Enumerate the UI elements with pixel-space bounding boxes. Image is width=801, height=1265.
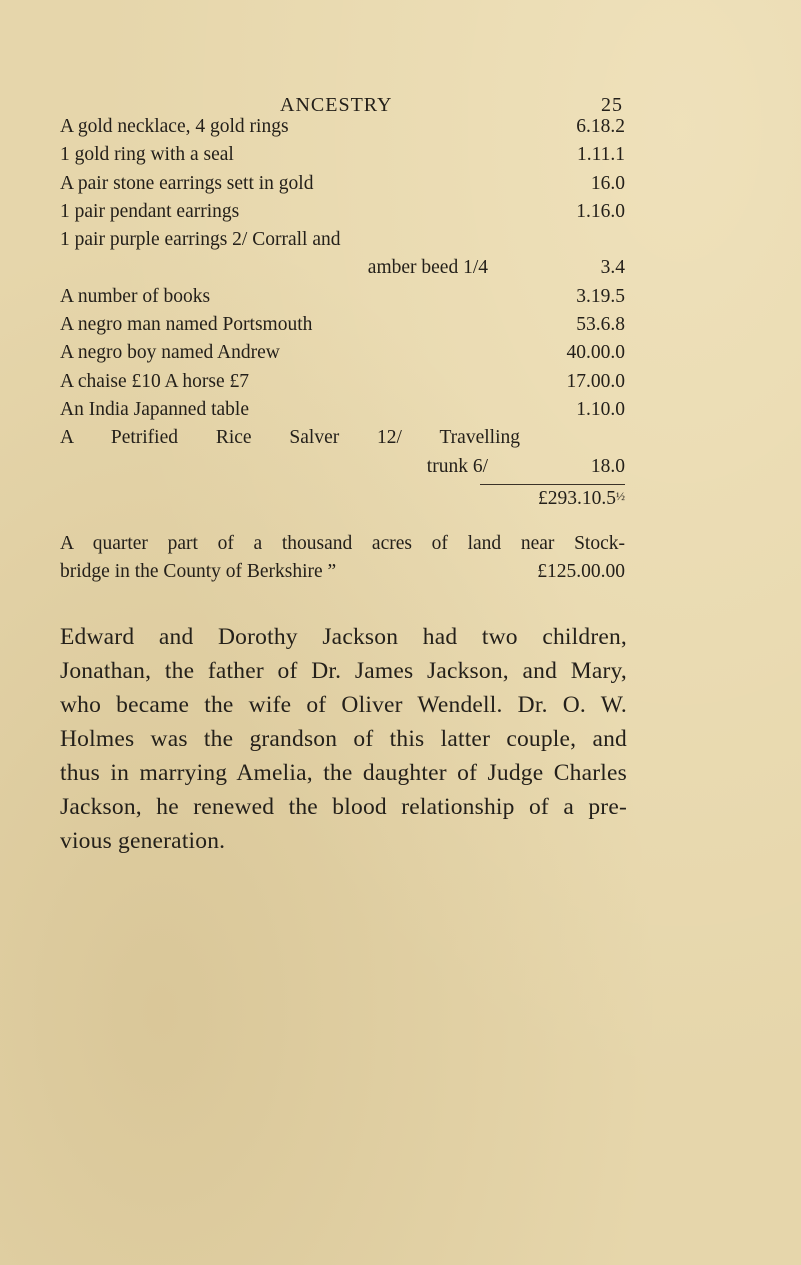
inventory-amount: 3.19.5 [576,285,625,307]
paragraph-line: Edward and Dorothy Jackson had two children, [60,624,627,650]
inventory-item: A chaise £10 A horse £7 [60,370,250,392]
inventory-item: A gold necklace, 4 gold rings [60,116,289,137]
paragraph-line: Jonathan, the father of Dr. James Jackson, and Mary, [60,658,627,684]
inventory-row [60,311,625,339]
inventory-row [60,113,625,141]
land-entry-text: bridge in the County of Berkshire ” [60,561,337,582]
inventory-item: A number of books [60,285,211,307]
inventory-row [60,396,625,424]
paragraph-line: Holmes was the grandson of this latter couple, and [60,726,627,752]
paragraph-line: who became the wife of Oliver Wendell. Dr. O. W. [60,692,627,718]
inventory-amount: 53.6.8 [576,314,625,336]
inventory-row [60,368,625,396]
inventory-row [60,198,625,226]
paragraph-line: thus in marrying Amelia, the daughter of Judge Charles [60,760,627,786]
inventory-item: A negro boy named Andrew [60,342,280,364]
inventory-amount: 16.0 [590,172,625,194]
inventory-row [60,170,625,198]
land-entry-line-2 [60,558,625,586]
inventory-amount: 3.4 [600,257,625,279]
inventory-amount: 1.16.0 [576,200,625,222]
inventory-row [60,424,625,452]
inventory-item: An India Japanned table [60,398,249,420]
body-paragraph [60,620,627,858]
running-title: ANCESTRY [280,94,393,116]
paragraph-line: vious generation. [60,828,226,854]
total-rule [480,484,625,485]
inventory-item: 1 gold ring with a seal [60,144,234,166]
inventory-item-continued: amber beed 1/4 [367,257,488,279]
total-fraction: ½ [616,489,625,503]
inventory-item: A pair stone earrings sett in gold [60,172,314,194]
land-entry-amount: £125.00.00 [537,561,625,582]
inventory-item: 1 pair pendant earrings [60,200,240,222]
inventory-amount: 1.11.1 [576,144,625,166]
total-amount: £293.10.5 [538,488,616,509]
inventory-amount: 18.0 [590,455,625,477]
inventory-item: A Petrified Rice Salver 12/ Travelling [60,427,520,449]
land-entry [60,530,625,586]
inventory-amount: 1.10.0 [576,398,625,420]
inventory-amount: 17.00.0 [566,370,625,392]
inventory-total [538,488,625,510]
inventory-item-continued: trunk 6/ [426,455,488,477]
inventory-row [60,453,625,481]
inventory-amount: 6.18.2 [576,116,625,137]
inventory-list [60,113,625,481]
inventory-item: A negro man named Portsmouth [60,314,313,336]
paragraph-line: Jackson, he renewed the blood relationship of a pre- [60,794,627,820]
inventory-row [60,226,625,254]
inventory-item: 1 pair purple earrings 2/ Corrall and [60,229,341,251]
inventory-row [60,283,625,311]
inventory-amount: 40.00.0 [566,342,625,364]
page-number: 25 [601,94,623,116]
inventory-row [60,254,625,282]
inventory-row [60,339,625,367]
inventory-row [60,141,625,169]
land-entry-line: A quarter part of a thousand acres of land near Stock- [60,533,625,554]
